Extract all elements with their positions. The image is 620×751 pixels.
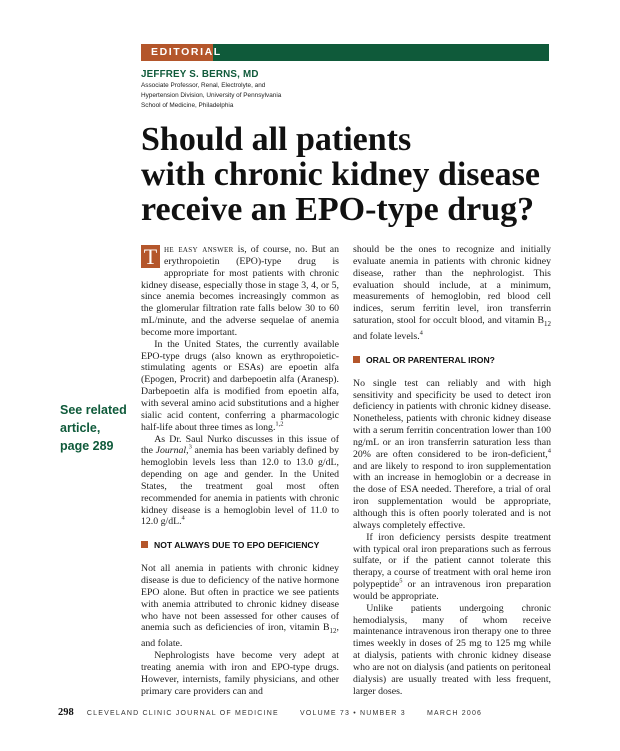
article-title xyxy=(141,122,561,227)
lead-in: he easy answer xyxy=(164,244,234,255)
reference-marker: 4 xyxy=(547,447,551,455)
journal-name: CLEVELAND CLINIC JOURNAL OF MEDICINE xyxy=(86,710,279,717)
reference-marker: 4 xyxy=(419,329,423,337)
title-line: receive an EPO-type drug? xyxy=(141,191,535,228)
affiliation-line: Associate Professor, Renal, Electrolyte, and xyxy=(141,82,266,89)
page-number: 298 xyxy=(58,707,74,718)
author-affiliation xyxy=(141,81,321,111)
paragraph: T he easy answer is, of course, no. But an erythropoietin (EPO)-type drug is appropriate for most patients with chronic kidney disease, especially those in stage 3, 4, or 5, since anemia becomes increasingly common as the glomerular filtration rate falls below 30 to 60 mL/minute, and the adverse sequelae of anemia become more important. xyxy=(141,244,339,338)
affiliation-line: School of Medicine, Philadelphia xyxy=(141,102,234,109)
reference-marker: 5 xyxy=(399,577,403,585)
section-heading: ORAL OR PARENTERAL IRON? xyxy=(353,355,551,366)
title-line: Should all patients xyxy=(141,121,412,158)
square-bullet-icon xyxy=(353,356,360,363)
paragraph: should be the ones to recognize and initially evaluate anemia in patients with chronic kidney disease, rather than the nephrologist. This evaluation should include, at a minimum, measurements of hemoglobin, red blood cell indices, serum ferritin level, iron transferrin saturation, stool for occult blood, and vitamin $B_{12}$ and folate levels.$^4$ xyxy=(353,244,551,342)
author-name: JEFFREY S. BERNS, MD xyxy=(141,69,259,80)
section-heading: NOT ALWAYS DUE TO EPO DEFICIENCY xyxy=(141,540,339,551)
reference-marker: 1,2 xyxy=(275,420,284,428)
paragraph: As Dr. Saul Nurko discusses in this issue of the Journal,$^3$ anemia has been variably defined by hemoglobin levels less than 12.0 to 13.0 g/dL, depending on age and gender. In the United States, the treatment goal most often recommended for anemia in patients with chronic kidney disease is a hemoglobin level of 11.0 to 12.0 g/dL.$^4$ xyxy=(141,433,340,528)
volume-info: VOLUME 73 • NUMBER 3 xyxy=(299,710,406,717)
paragraph: Unlike patients undergoing chronic hemodialysis, many of whom receive maintenance intravenous iron therapy one to three times weekly in doses of 25 mg to 125 mg while at dialysis, patients with chronic kidney disease who are not on dialysis (and patients on peritoneal dialysis) are usually treated with less frequent, larger doses. xyxy=(353,602,551,697)
issue-date: MARCH 2006 xyxy=(426,710,483,717)
paragraph: Not all anemia in patients with chronic kidney disease is due to deficiency of the native hormone EPO alone. But often in practice we see patients with anemia attributed to chronic kidney disease who have not been assessed for other causes of anemia such as deficiencies of iron, vitamin $B_{12}$, and folate. xyxy=(141,563,339,650)
square-bullet-icon xyxy=(141,541,148,548)
drop-cap: T xyxy=(141,245,160,268)
text-column-left xyxy=(141,244,339,697)
paragraph: Nephrologists have become very adept at treating anemia with iron and EPO-type drugs. However, internists, family physicians, and other primary care providers can and xyxy=(141,650,339,697)
text-column-right xyxy=(353,244,551,697)
section-label: EDITORIAL xyxy=(141,44,213,61)
paragraph: No single test can reliably and with high sensitivity and specificity be used to detect iron deficiency in patients with chronic kidney disease. Nonetheless, patients with chronic kidney disease with a serum ferritin concentration lower than 100 ng/mL or an iron transferrin saturation less than 20% are often considered to be iron-deficient,$^4$ and are likely to respond to iron supplementation with an increase in hemoglobin or a decrease in the dose of ESA needed. Therefore, a trial of oral iron supplementation would be appropriate, although this is often poorly tolerated and is not always completely effective. xyxy=(353,377,551,531)
paragraph: If iron deficiency persists despite treatment with typical oral iron preparations such as ferrous sulfate, or if the patient cannot tolerate this therapy, a course of treatment with oral heme iron polypeptide$^5$ or an intravenous iron preparation would be appropriate. xyxy=(353,531,551,602)
related-line: page 289 xyxy=(60,439,114,453)
reference-marker: 4 xyxy=(181,515,185,523)
page-footer xyxy=(58,707,482,718)
related-article-link[interactable] xyxy=(60,401,135,455)
reference-marker: 3 xyxy=(188,444,192,452)
related-line: See related xyxy=(60,403,127,417)
title-line: with chronic kidney disease xyxy=(141,156,540,193)
affiliation-line: Hypertension Division, University of Pennsylvania xyxy=(141,92,282,99)
related-line: article, xyxy=(60,421,101,435)
paragraph: In the United States, the currently available EPO-type drugs (also known as erythropoietic-stimulating agents or ESAs) are epoetin alfa (Epogen, Procrit) and darbepoetin alfa (Aranesp). Darbepoetin alfa is modified from epoetin alfa, with several amino acid substitutions and a higher sialic acid content, conferring a pharmacologic half-life about three times as long.$^{1,2}$ xyxy=(141,338,339,433)
